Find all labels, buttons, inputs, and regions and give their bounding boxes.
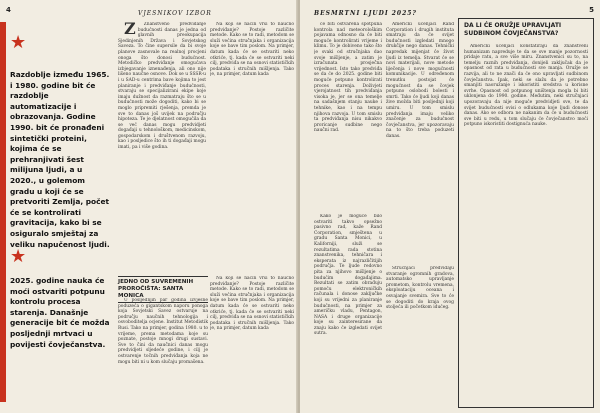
article-text: U posljednjih par godina izvjesne poduzeća o gigantskom naporu ponoga koja Sovjetski Savez ostvaruje na području naučnih tehnologija i osvoboditelja ocjene. Institut Metodistik Rusi. Tako na primjer, godina 1980. u to vrijeme, prema metodama koje su poznate, postoje mnogi drugi sustavi. Sve to čini da naučnici danas mogu predvidjeti sljedeće godine, i cilj je ostvarenje točnih predviđanja koja ne mogu biti ni u kom slučaju promašena. xyxy=(118,298,208,365)
article-text: Stručnjaci predviđaju stvaranje ogromnih gradova, automatsko upravljanje prometom, kontrolu vremena, eksploataciju oceana i osvajanje svemira. Sve to će se dogoditi do kraja ovog stoljeća ili početkom idućeg. xyxy=(386,266,454,311)
quote-bottom: 2025. godine nauka će moći ostvariti potpunu kontrolu procesa starenja. Današnje generacije bit će možda posljednji mrtvaci u povijesti čovječanstva. xyxy=(10,276,110,349)
article-text: Kako je moguće bilo ostvariti takvo opsežno pasivno rad, kaže Rand Corporation, smještena u gradu Santa Monici, u Kaliforniji, služi se rezultatima rada stotina znanstvenika, tehničara i eksperata iz najrazličitijih područja. Te ljude redovno pita za njihovo mišljenje o budućim događajima. Rezultati se zatim obrađuju pomoću elektroničkih računala i donose zaključke koji su vrijedni za planiranje budućnosti, na primjer za američku vladu, Pentagon, NASA i druge organizacije koje su zainteresirane da znaju kako će izgledati svijet sutra. xyxy=(314,214,382,337)
left-page-header: VJESNIKOV IZBOR xyxy=(138,10,212,17)
quote-top: Razdoblje između 1965. i 1980. godine bit će razdoblje automatizacije i obrazovanja. Godine 1990. bit će pronađeni sintetički proteini, kojima će se prehranjivati šest milijuna ljudi, a u 2020., u golemom gradu u koji će se pretvoriti Zemlja, počet će se kontrolirati gravitacija, kako bi se osiguralo smještaj za veliku napučenost ljudi. xyxy=(10,70,110,249)
red-margin-bar xyxy=(0,22,6,402)
right-page-header: BESMRTNI LJUDI 2025? xyxy=(314,10,417,17)
drop-cap: Z xyxy=(124,22,136,38)
right-article-column-2 xyxy=(386,22,454,262)
right-article-column-2b xyxy=(386,266,454,406)
article-text: Znanstveno predviđanje budućnosti danas je jedna od glavnih preokupacija Sjedinjenih Država i Sovjetskog Saveza. To čine supersile da bi svoje planove zasnovale na realnoj procjeni onoga što donosi budućnost. Metodičko predviđanje omogućava izbjegavanje iznenađenja, ali ono nije lišeno naučne osnove. Dok se u SSSR-u i u SAD-u centrima bave kojima to jest planiranje i predviđanje budućnosti, stvaraju se specijalizirani ekipe koje imaju dužnost da razmatraju što se u budućnosti može dogoditi, kako bi se moglo pripremiti rješenja, premda je sve to danas još uvijek na području hipoteza. Te je djelatnost omogućila da se već danas mogu predvidjeti događaji u tehnološkom, medicinskom, gospodarskom i društvenom razvoju, kao i posljedice što ih ti događaji mogu imati, pa i više godina. xyxy=(118,22,206,151)
article-text: Američki učenjaci konstatiraju da znanstveni humanizam napreduje te da se sve manje pozornosti pridaje ratu, a sve više miru. Znanstvenici su to, na temelju raznih predviđanja, donijeli zaključak da je opasnost od rata u budućnosti sve manja. Oružje se razvija, ali to ne znači da će ono upravljati sudbinom čovječanstva. Ipak, neki se slažu da je potrebno smanjiti naoružanje i iskoristiti sredstva u korisne svrhe. Opasnost od potpunog uništenja mogla bi biti uklonjena do 1990. godine. Međutim, neki stručnjaci upozoravaju da nije moguće predvidjeti sve, te da svijet budućnosti ovisi o odlukama koje ljudi donose danas. Ako se odbora ne nakanim da će u budućnosti sve biti u redu, u tom slučaju će čovječanstvo moći potpuno iskoristiti dostignuća nauke. xyxy=(464,44,588,128)
article-text: Na koji se način vrši to naučno predviđanje? Postoje različite metode. Kako se to radi, metodom se služi većina stručnjaka i organizacija koje se bave tim poslom. Na primjer, datum kada će se ostvariti neko otkriće, tj. kada će se ostvariti neki cilj, predviđa se na osnovi statističkih podataka i stručnih mišljenja. Tako je, na primjer, datum kada xyxy=(210,22,294,78)
left-page xyxy=(0,0,298,413)
section-title: JEDNO OD SUVREMENIH PROROČIŠTA: SANTA MONICA xyxy=(118,276,208,303)
red-star-icon: ★ xyxy=(10,246,27,267)
article-text: Američki učenjaci Rand Corporation i drugih instituta smatraju da će svijet budućnosti izgledati mnogo drukčije nego danas. Tehnički napredak mijenjat će život ljudi iz temelja. Stvarat će se novi materijali, nove metode liječenja i nove mogućnosti komunikacije. U određenom trenutku postojat će mogućnost da se čovjek potpuno oslobodi bolesti i smrti. Tako će ljudi koji danas žive možda biti posljednji koji umiru. U tom smislu predviđanja imaju veliko značenje za budućnost čovječanstva, jer upozoravaju na to što treba poduzeti danas. xyxy=(386,22,454,139)
right-article-column-1b xyxy=(314,214,382,406)
left-page-number: 4 xyxy=(6,6,11,14)
left-article-column-2 xyxy=(210,22,294,272)
article-text: Na koji se način vrši to naučno predviđanje? Postoje različite metode. Kako se to radi, metodom se služi većina stručnjaka i organizacija koje se bave tim poslom. Na primjer, datum kada će se ostvariti neko otkriće, tj. kada će se ostvariti neki cilj, predviđa se na osnovi statističkih podataka i stručnih mišljenja. Tako je, na primjer, datum kada xyxy=(210,276,294,332)
sidebar-box-text xyxy=(464,44,588,402)
sidebar-box-title: DA LI ĆE ORUŽJE UPRAVLJATI SUDBINOM ČOVJEČANSTVA? xyxy=(464,22,562,37)
right-page-number: 5 xyxy=(589,6,594,14)
left-article-column-1 xyxy=(118,22,206,272)
article-text: će biti ostvarena spotpuna kontrola nad meteorološkim pojavama odnosno da će biti moguće kontrolirati vrijeme i klimu. To je dobiveno tako što je svaki od stručnjaka dao svoje mišljenje, a zatim je izračunata prosječna vrijednost. Isto tako predviđa se da će do 2025. godine biti moguće potpuno kontrolirati proces starenja. Doživjeti vjerojatnost tih predviđanja visoka je, jer se ona temelje na sadašnjem stanju nauke i tehnike, kao i na tempu njihova razvoja. U tom smislu ta predviđanja nisu nikakvo proricanje sudbine nego naučni rad. xyxy=(314,22,382,134)
right-page xyxy=(300,0,600,413)
left-article-column-3 xyxy=(118,298,208,406)
right-article-column-1 xyxy=(314,22,382,212)
left-article-column-4 xyxy=(210,276,294,406)
red-star-icon: ★ xyxy=(10,32,27,53)
